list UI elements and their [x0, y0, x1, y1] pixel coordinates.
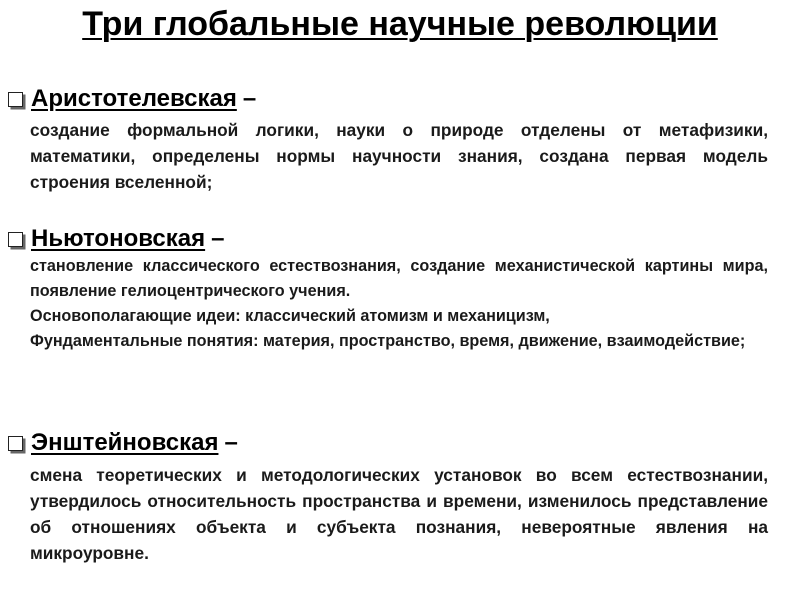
section-dash: –	[242, 85, 257, 112]
section-heading	[8, 224, 224, 254]
section-title: Ньютоновская	[31, 225, 206, 252]
section-body	[30, 254, 768, 354]
checkbox-bullet-icon	[8, 436, 23, 451]
section-paragraph: становление классического естествознания, создание механистической картины мира, появление гелиоцентрического учения.	[30, 257, 768, 300]
section-body	[30, 462, 768, 566]
title-text: Три глобальные научные революции	[82, 5, 718, 43]
section-heading	[8, 84, 256, 114]
section-body	[30, 117, 768, 195]
checkbox-bullet-icon	[8, 92, 23, 107]
section-title: Аристотелевская	[31, 85, 237, 112]
checkbox-bullet-icon	[8, 232, 23, 247]
section-dash: –	[224, 429, 238, 456]
section-paragraph: создание формальной логики, науки о природе отделены от метафизики, математики, определены нормы научности знания, создана первая модель строения вселенной;	[30, 120, 768, 192]
section-paragraph: смена теоретических и методологических установок во всем естествознании, утвердилось относительность пространства и времени, изменилось представление об отношениях объекта и субъекта познания, невероятные явления на микроуровне.	[30, 465, 768, 563]
section-title: Энштейновская	[31, 429, 219, 456]
section-heading	[8, 428, 238, 458]
slide-title	[0, 2, 800, 46]
section-dash: –	[211, 225, 225, 252]
section-paragraph: Фундаментальные понятия: материя, пространство, время, движение, взаимодействие;	[30, 332, 746, 350]
section-paragraph: Основополагающие идеи: классический атомизм и механицизм,	[30, 307, 550, 325]
